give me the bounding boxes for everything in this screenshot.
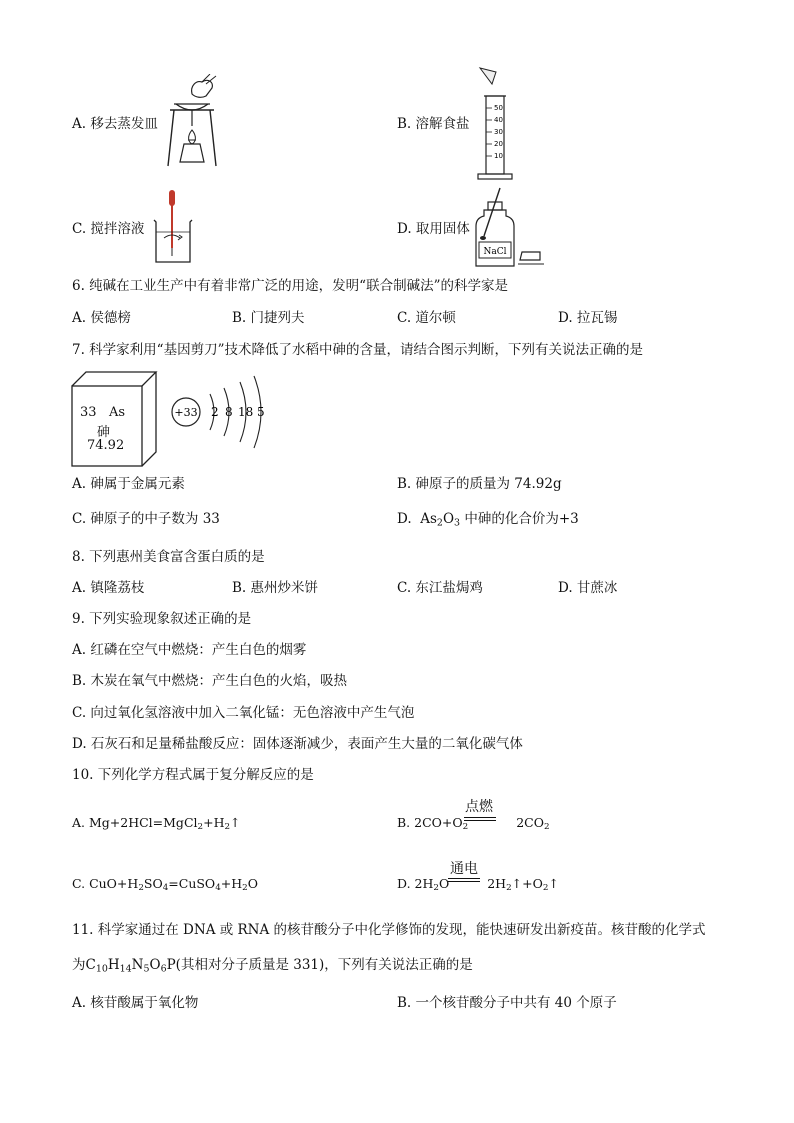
atom-shell-3: 18 [238,405,254,419]
q6-option-a[interactable]: A. 侯德榜 [72,310,131,326]
atom-shell-2: 8 [225,405,233,419]
element-symbol: As [109,405,126,420]
q8-option-d[interactable]: D. 甘蔗冰 [558,580,618,596]
q10-stem: 10. 下列化学方程式属于复分解反应的是 [72,767,314,783]
atom-shell-4: 5 [257,405,265,419]
cylinder-tick-20: 20 [494,140,503,148]
q10-b-equals-bar [464,817,496,821]
q6-stem: 6. 纯碱在工业生产中有着非常广泛的用途，发明“联合制碱法”的科学家是 [72,278,508,294]
cylinder-tick-40: 40 [494,116,503,124]
graduated-cylinder-figure [472,66,520,182]
q11-stem-line1: 11. 科学家通过在 DNA 或 RNA 的核苷酸分子中化学修饰的发现，能快速研发出新疫苗。核苷酸的化学式 [72,922,706,938]
q8-stem: 8. 下列惠州美食富含蛋白质的是 [72,549,265,565]
cylinder-tick-30: 30 [494,128,503,136]
q5-option-a[interactable]: A. 移去蒸发皿 [72,116,158,132]
atom-structure-figure [168,374,272,454]
q7-option-d[interactable]: D. $As_2O_3$ 中砷的化合价为+3 [397,511,579,529]
q7-stem: 7. 科学家利用“基因剪刀”技术降低了水稻中砷的含量，请结合图示判断，下列有关说法正确的是 [72,342,643,358]
q10-option-d[interactable]: D. $2H_2O$ $2H_2↑+O_2↑$ [397,876,559,894]
stirring-beaker-figure [150,186,196,266]
q7-option-b[interactable]: B. 砷原子的质量为 74.92g [397,476,562,492]
q8-option-c[interactable]: C. 东江盐焗鸡 [397,580,483,596]
nucleotide-formula: $C_{10}H_{14}N_5O_6P$ [85,957,176,975]
cylinder-tick-50: 50 [494,104,503,112]
element-cube-figure [70,370,160,470]
q8-option-b[interactable]: B. 惠州炒米饼 [232,580,319,596]
q9-stem: 9. 下列实验现象叙述正确的是 [72,611,252,627]
atom-shell-1: 2 [211,405,219,419]
q7-option-a[interactable]: A. 砷属于金属元素 [72,476,185,492]
q8-option-a[interactable]: A. 镇隆荔枝 [72,580,145,596]
atom-nucleus: +33 [174,406,198,419]
q9-option-a[interactable]: A. 红磷在空气中燃烧：产生白色的烟雾 [72,642,307,658]
element-mass: 74.92 [87,438,125,453]
q11-option-b[interactable]: B. 一个核苷酸分子中共有 40 个原子 [397,995,617,1011]
q10-option-a[interactable]: A. $Mg+2HCl=MgCl_2+H_2↑$ [72,815,241,833]
element-name: 砷 [97,425,111,440]
q11-stem-line2: 为$C_{10}H_{14}N_5O_6P$(其相对分子质量是 331)，下列有关说法正确的是 [72,957,473,975]
q5-option-d[interactable]: D. 取用固体 [397,221,470,237]
q10-option-c[interactable]: C. $CuO+H_2SO_4=CuSO_4+H_2O$ [72,876,258,894]
q10-option-b[interactable]: B. $2CO+O_2$ $2CO_2$ [397,815,550,833]
q10-b-condition: 点燃 [465,799,493,815]
q5-option-c[interactable]: C. 搅拌溶液 [72,221,145,237]
bottle-label: NaCl [483,247,507,257]
cylinder-tick-10: 10 [494,152,503,160]
q10-d-equals-bar [448,878,480,882]
q9-option-c[interactable]: C. 向过氧化氢溶液中加入二氧化锰：无色溶液中产生气泡 [72,705,415,721]
q9-option-d[interactable]: D. 石灰石和足量稀盐酸反应：固体逐渐减少，表面产生大量的二氧化碳气体 [72,736,523,752]
q10-d-condition: 通电 [450,861,478,877]
q9-option-b[interactable]: B. 木炭在氧气中燃烧：产生白色的火焰，吸热 [72,673,348,689]
element-number: 33 [80,405,97,420]
q5-option-b[interactable]: B. 溶解食盐 [397,116,470,132]
q6-option-d[interactable]: D. 拉瓦锡 [558,310,618,326]
q7-option-c[interactable]: C. 砷原子的中子数为 33 [72,511,220,527]
q11-option-a[interactable]: A. 核苷酸属于氧化物 [72,995,199,1011]
q6-option-b[interactable]: B. 门捷列夫 [232,310,305,326]
q6-option-c[interactable]: C. 道尔顿 [397,310,456,326]
reagent-bottle-figure [470,186,546,270]
evaporating-dish-figure [162,74,222,170]
